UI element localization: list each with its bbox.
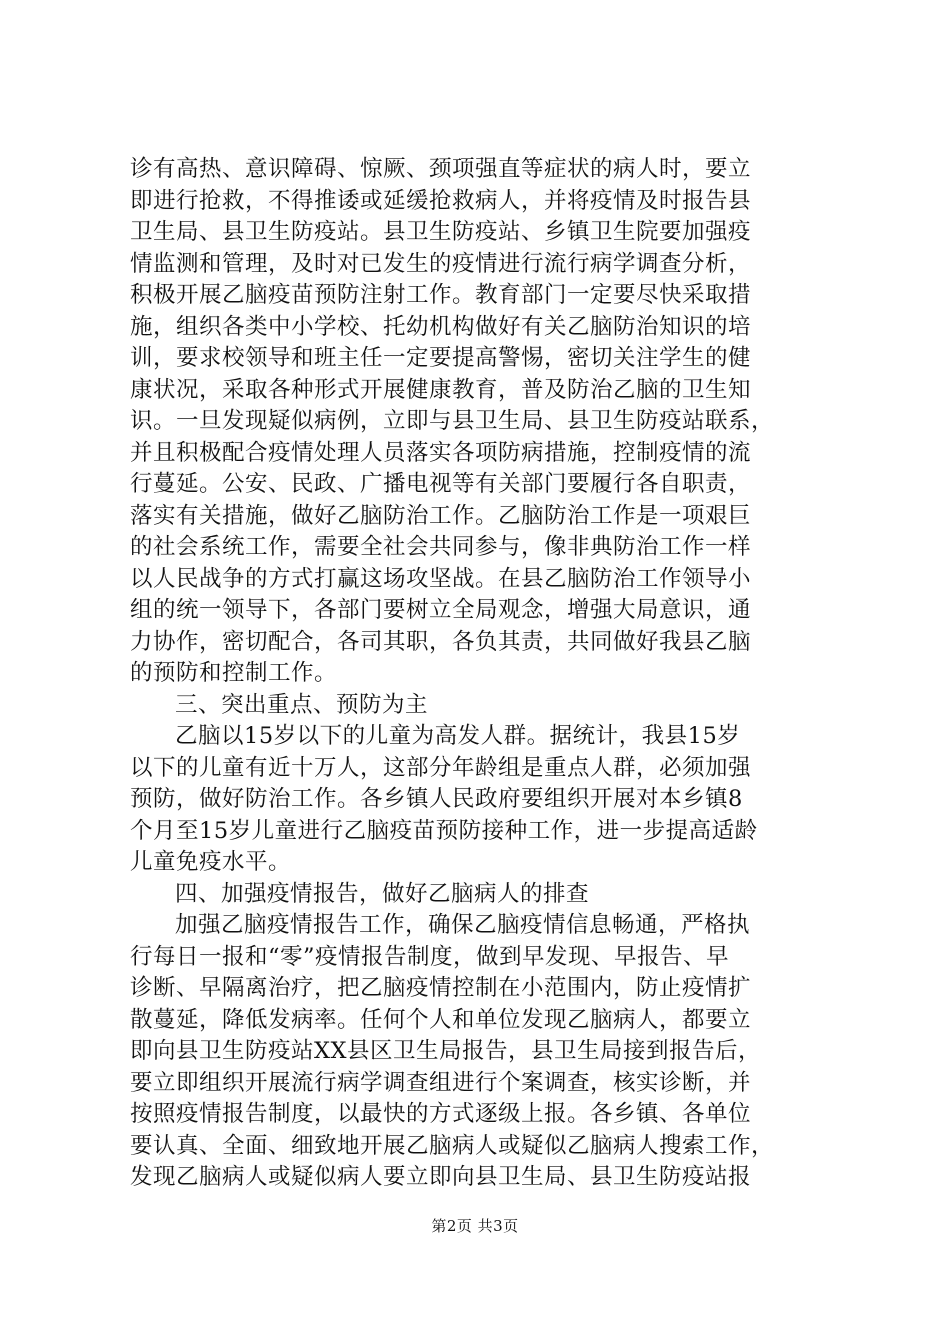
section-heading: 四、加强疫情报告，做好乙脑病人的排查 (175, 880, 590, 907)
body-line: 组的统一领导下，各部门要树立全局观念，增强大局意识，通 (130, 597, 752, 623)
page-footer (0, 1216, 950, 1236)
body-line: 识。一旦发现疑似病例，立即与县卫生局、县卫生防疫站联系， (130, 408, 775, 434)
body-line: 加强乙脑疫情报告工作，确保乙脑疫情信息畅通，严格执 (175, 912, 751, 938)
body-line: 要立即组织开展流行病学调查组进行个案调查，核实诊断，并 (130, 1069, 752, 1096)
body-line: 诊有高热、意识障碍、惊厥、颈项强直等症状的病人时，要立 (130, 156, 752, 182)
body-line: 卫生局、县卫生防疫站。县卫生防疫站、乡镇卫生院要加强疫 (130, 219, 752, 245)
page-number-label: 第2页 共3页 (431, 1217, 519, 1235)
body-line: 诊断、早隔离治疗，把乙脑疫情控制在小范围内，防止疫情扩 (130, 975, 752, 1001)
body-line: 训，要求校领导和班主任一定要提高警惕，密切关注学生的健 (130, 345, 752, 371)
body-line: 落实有关措施，做好乙脑防治工作。乙脑防治工作是一项艰巨 (130, 502, 752, 529)
body-line: 儿童免疫水平。 (130, 849, 292, 875)
body-line: 情监测和管理，及时对已发生的疫情进行流行病学调查分析， (130, 250, 752, 277)
body-line: 施，组织各类中小学校、托幼机构做好有关乙脑防治知识的培 (130, 313, 752, 340)
body-line: 行每日一报和“零”疫情报告制度，做到早发现、早报告、早 (130, 943, 730, 970)
body-line: 个月至15岁儿童进行乙脑疫苗预防接种工作，进一步提高适龄 (130, 817, 758, 844)
body-line: 积极开展乙脑疫苗预防注射工作。教育部门一定要尽快采取措 (130, 282, 752, 308)
body-line: 以下的儿童有近十万人，这部分年龄组是重点人群，必须加强 (130, 754, 752, 781)
body-line: 预防，做好防治工作。各乡镇人民政府要组织开展对本乡镇8 (130, 786, 743, 812)
body-line: 要认真、全面、细致地开展乙脑病人或疑似乙脑病人搜索工作， (130, 1132, 775, 1159)
body-line: 即向县卫生防疫站XX县区卫生局报告，县卫生局接到报告后， (130, 1038, 762, 1064)
body-line: 散蔓延，降低发病率。任何个人和单位发现乙脑病人，都要立 (130, 1006, 752, 1033)
body-line: 发现乙脑病人或疑似病人要立即向县卫生局、县卫生防疫站报 (130, 1164, 752, 1190)
body-line: 的预防和控制工作。 (130, 660, 338, 686)
body-line: 康状况，采取各种形式开展健康教育，普及防治乙脑的卫生知 (130, 376, 752, 403)
body-line: 的社会系统工作，需要全社会共同参与，像非典防治工作一样 (130, 534, 752, 560)
body-line: 乙脑以15岁以下的儿童为高发人群。据统计，我县15岁 (175, 723, 741, 749)
body-line: 行蔓延。公安、民政、广播电视等有关部门要履行各自职责， (130, 471, 752, 497)
section-heading: 三、突出重点、预防为主 (175, 691, 429, 718)
body-line: 即进行抢救，不得推诿或延缓抢救病人，并将疫情及时报告县 (130, 187, 752, 214)
body-line: 以人民战争的方式打赢这场攻坚战。在县乙脑防治工作领导小 (130, 565, 752, 592)
body-line: 力协作，密切配合，各司其职，各负其责，共同做好我县乙脑 (130, 628, 752, 655)
body-line: 并且积极配合疫情处理人员落实各项防病措施，控制疫情的流 (130, 439, 752, 466)
body-line: 按照疫情报告制度，以最快的方式逐级上报。各乡镇、各单位 (130, 1101, 752, 1127)
document-body (130, 154, 830, 1194)
